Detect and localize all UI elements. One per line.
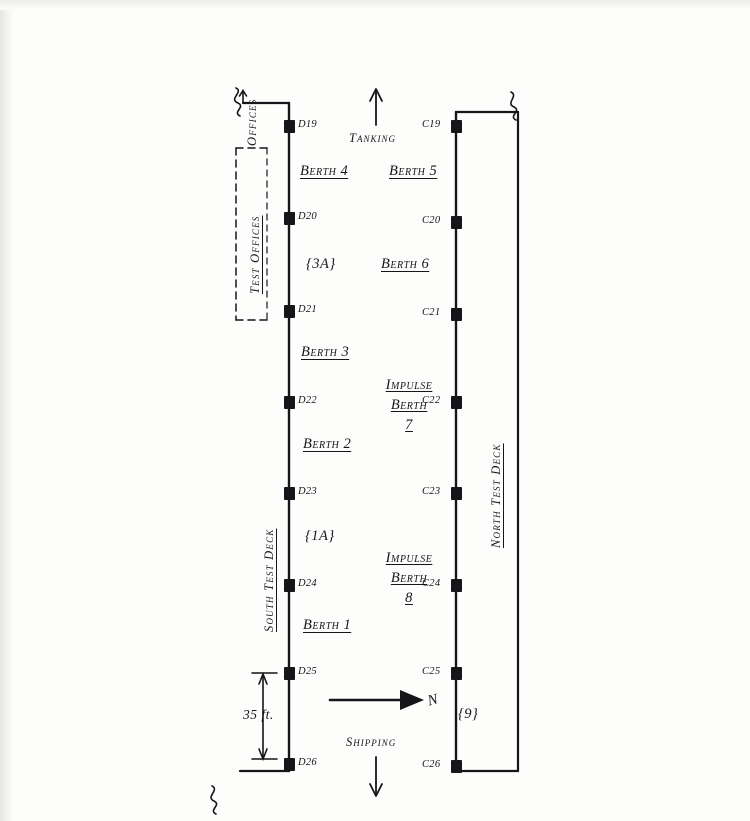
berth-3-label: Berth 3 bbox=[301, 344, 350, 360]
impulse-berth-7-line2: Berth bbox=[390, 397, 428, 413]
paper-edge-top bbox=[0, 0, 750, 10]
pad-label-d26: D26 bbox=[298, 757, 317, 768]
pad-d24 bbox=[284, 579, 295, 592]
tanking-label: Tanking bbox=[349, 131, 396, 145]
impulse-berth-7-line3: 7 bbox=[405, 417, 413, 433]
pad-d23 bbox=[284, 487, 295, 500]
offices-label: Offices bbox=[245, 98, 259, 146]
pad-label-d19: D19 bbox=[298, 119, 317, 130]
pad-label-c19: C19 bbox=[422, 119, 441, 130]
pad-d26 bbox=[284, 758, 295, 771]
pad-label-c22: C22 bbox=[422, 395, 441, 406]
pad-c24 bbox=[451, 579, 462, 592]
pad-c22 bbox=[451, 396, 462, 409]
impulse-berth-8 bbox=[373, 548, 445, 608]
pad-d22 bbox=[284, 396, 295, 409]
pad-d25 bbox=[284, 667, 295, 680]
pad-label-c20: C20 bbox=[422, 215, 441, 226]
pad-label-c21: C21 bbox=[422, 307, 441, 318]
north-arrow-label: N bbox=[426, 691, 441, 710]
pad-d19 bbox=[284, 120, 295, 133]
pad-label-c25: C25 bbox=[422, 666, 441, 677]
dimension-label: 35 ft. bbox=[243, 707, 274, 722]
pad-d21 bbox=[284, 305, 295, 318]
berth-2-label: Berth 2 bbox=[303, 436, 352, 452]
pad-label-c26: C26 bbox=[422, 759, 441, 770]
pad-label-d24: D24 bbox=[298, 578, 317, 589]
test-offices-label: Test Offices bbox=[248, 215, 262, 294]
berth-1-label: Berth 1 bbox=[303, 617, 352, 633]
zone-1a-label: {1A} bbox=[305, 528, 335, 544]
impulse-berth-7 bbox=[373, 375, 445, 435]
pad-label-c24: C24 bbox=[422, 578, 441, 589]
shipping-label: Shipping bbox=[346, 735, 397, 749]
pad-c21 bbox=[451, 308, 462, 321]
pad-c19 bbox=[451, 120, 462, 133]
berth-5-label: Berth 5 bbox=[389, 163, 438, 179]
pad-label-c23: C23 bbox=[422, 486, 441, 497]
pad-d20 bbox=[284, 212, 295, 225]
impulse-berth-8-line2: Berth bbox=[390, 570, 428, 586]
pad-label-d20: D20 bbox=[298, 211, 317, 222]
pad-c20 bbox=[451, 216, 462, 229]
impulse-berth-7-line1: Impulse bbox=[385, 377, 433, 393]
berth-6-label: Berth 6 bbox=[381, 256, 430, 272]
pad-label-d25: D25 bbox=[298, 666, 317, 677]
zone-9-label: {9} bbox=[458, 706, 479, 722]
south-test-deck-label: South Test Deck bbox=[262, 528, 276, 632]
pad-label-d21: D21 bbox=[298, 304, 317, 315]
pad-c25 bbox=[451, 667, 462, 680]
pad-c23 bbox=[451, 487, 462, 500]
pad-label-d23: D23 bbox=[298, 486, 317, 497]
pad-c26 bbox=[451, 760, 462, 773]
zone-3a-label: {3A} bbox=[306, 256, 336, 272]
north-test-deck-label: North Test Deck bbox=[489, 443, 503, 548]
impulse-berth-8-line3: 8 bbox=[405, 590, 413, 606]
pad-label-d22: D22 bbox=[298, 395, 317, 406]
impulse-berth-8-line1: Impulse bbox=[385, 550, 433, 566]
paper-edge-left bbox=[0, 0, 14, 821]
berth-4-label: Berth 4 bbox=[300, 163, 349, 179]
